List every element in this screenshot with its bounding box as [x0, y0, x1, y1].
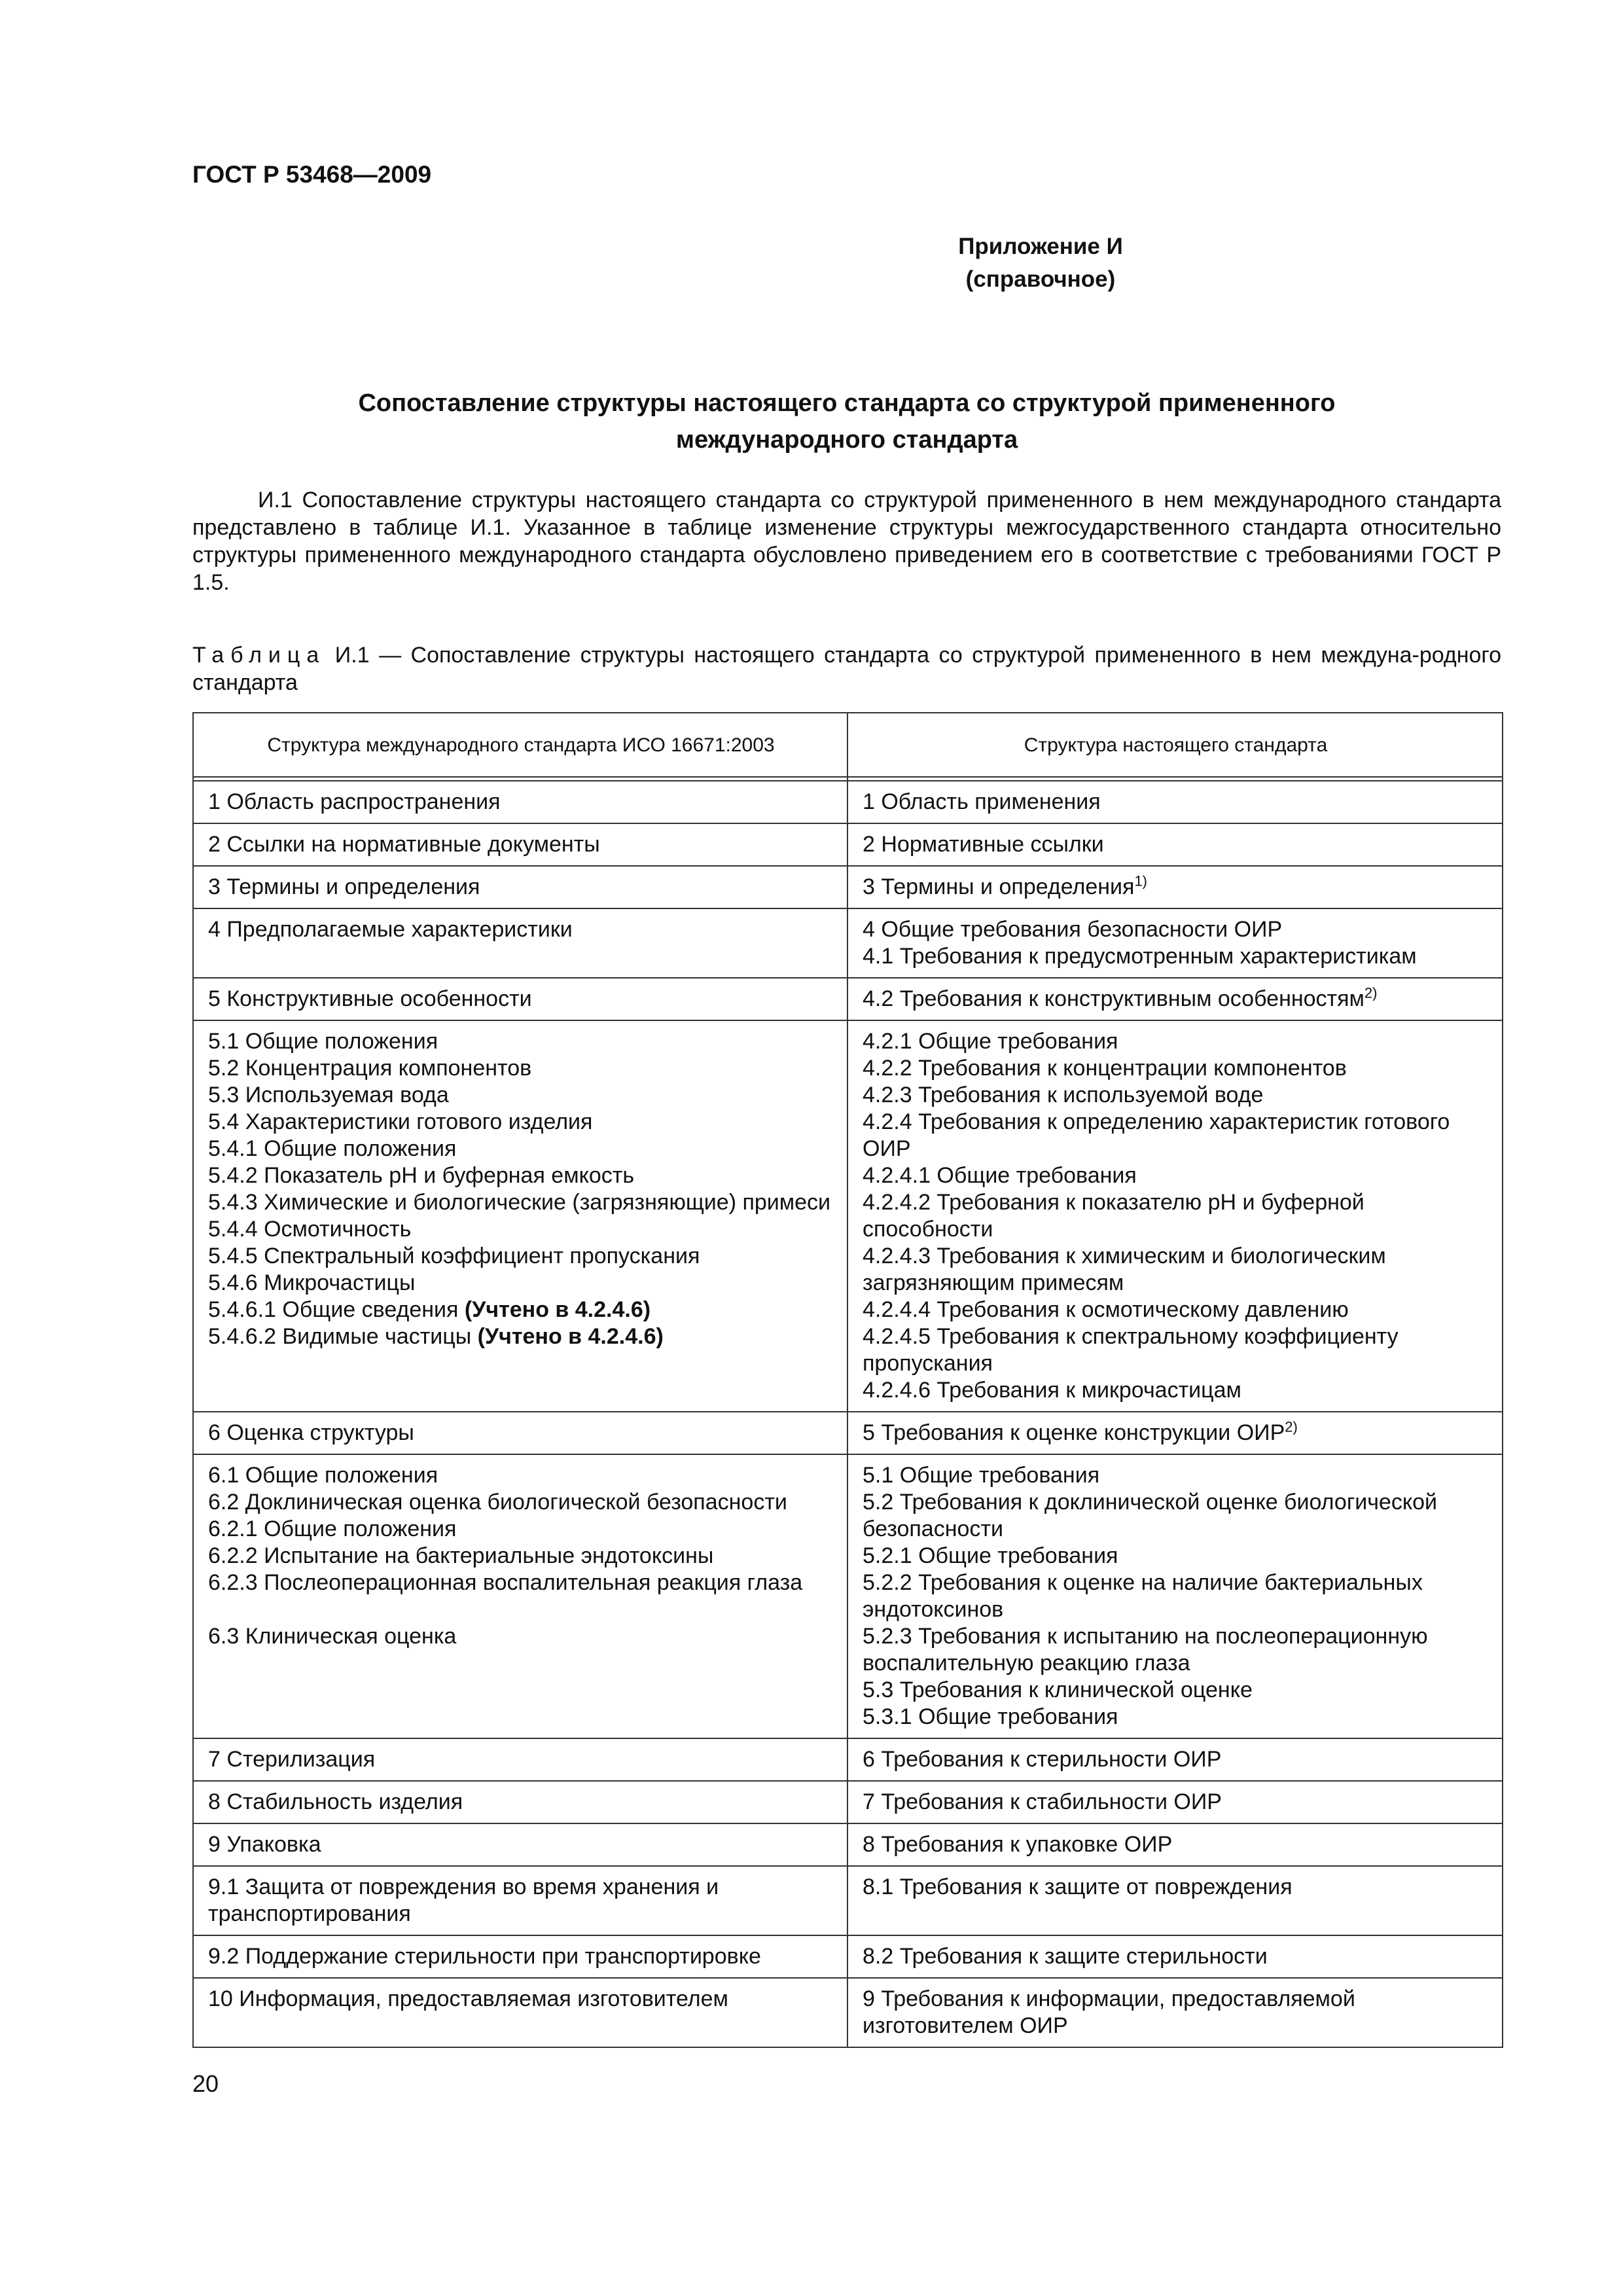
table-row [193, 1781, 1503, 1823]
footnote-marker: 2) [1364, 984, 1378, 1001]
footnote-marker: 1) [1134, 872, 1147, 889]
cell-international [193, 1866, 847, 1935]
comparison-table [192, 712, 1503, 2048]
cell-line [208, 1746, 834, 1773]
table-row [193, 1978, 1503, 2047]
cell-line [863, 943, 1489, 970]
cell-text: 2 Нормативные ссылки [863, 832, 1104, 857]
table-body [193, 781, 1503, 2047]
cell-text: 5.3 Требования к клинической оценке [863, 1677, 1253, 1702]
cell-text: 9.2 Поддержание стерильности при транспортировке [208, 1944, 761, 1969]
table-row [193, 908, 1503, 978]
cell-line [863, 1109, 1489, 1162]
cell-text: 6.2.3 Послеоперационная воспалительная реакция глаза [208, 1570, 803, 1595]
cell-line [863, 1462, 1489, 1489]
cell-text: 5.4.6.2 Видимые частицы [208, 1324, 478, 1349]
cell-text: 4.2.4 Требования к определению характеристик готового ОИР [863, 1109, 1450, 1161]
table-row [193, 1823, 1503, 1866]
cell-line [208, 1489, 834, 1516]
cell-text: 4.2.4.1 Общие требования [863, 1163, 1137, 1188]
cell-line [208, 1028, 834, 1055]
cell-international [193, 781, 847, 823]
cell-line [208, 1789, 834, 1816]
cell-text: 6.1 Общие положения [208, 1463, 438, 1488]
cell-national [847, 781, 1503, 823]
cell-text: 8.2 Требования к защите стерильности [863, 1944, 1268, 1969]
cell-national [847, 978, 1503, 1020]
cell-text: 8.1 Требования к защите от повреждения [863, 1874, 1293, 1899]
page-title-line-2: международного стандарта [675, 426, 1018, 454]
cell-text: 10 Информация, предоставляемая изготовителем [208, 1986, 728, 2011]
page-title-line-1: Сопоставление структуры настоящего стандарта со структурой примененного [358, 389, 1336, 417]
cell-line [863, 1162, 1489, 1189]
cell-line [208, 1874, 834, 1928]
header-national-structure: Структура настоящего стандарта [847, 713, 1503, 777]
cell-line [208, 1543, 834, 1570]
cell-line [863, 916, 1489, 943]
cell-text: 5.3.1 Общие требования [863, 1704, 1118, 1729]
cell-line [208, 1189, 834, 1216]
table-caption-text: И.1 — Сопоставление структуры настоящего стандарта со структурой примененного в нем междуна-родного стандарта [192, 643, 1501, 695]
page-number: 20 [192, 2070, 219, 2097]
cell-international [193, 1781, 847, 1823]
intro-paragraph: И.1 Сопоставление структуры настоящего стандарта со структурой примененного в нем международного стандарта представлено в таблице И.1. Указанное в таблице изменение структуры межгосударственного стандарта относительно структуры примененного международного стандарта обусловлено приведением его в соответствие с требованиями ГОСТ Р 1.5. [192, 488, 1501, 595]
cell-line [863, 1704, 1489, 1731]
cell-line [208, 1986, 834, 2013]
cell-text: 3 Термины и определения [208, 874, 480, 899]
appendix-kind: (справочное) [965, 266, 1116, 292]
cell-line [863, 1420, 1489, 1446]
cell-text: 5 Требования к оценке конструкции ОИР [863, 1420, 1285, 1445]
cell-line [863, 1489, 1489, 1543]
bold-note: (Учтено в 4.2.4.6) [477, 1324, 664, 1349]
table-row [193, 1866, 1503, 1935]
cell-international [193, 1935, 847, 1978]
page-title [192, 385, 1501, 458]
cell-line [863, 831, 1489, 858]
table-row [193, 866, 1503, 908]
cell-line [863, 1623, 1489, 1677]
cell-line [863, 1986, 1489, 2039]
bold-note: (Учтено в 4.2.4.6) [464, 1297, 651, 1322]
cell-line [863, 1055, 1489, 1082]
cell-international [193, 1738, 847, 1781]
cell-text: 5.2.3 Требования к испытанию на послеоперационную воспалительную реакцию глаза [863, 1624, 1428, 1676]
cell-international [193, 1823, 847, 1866]
cell-text: 4.1 Требования к предусмотренным характеристикам [863, 944, 1417, 969]
cell-text: 5.4 Характеристики готового изделия [208, 1109, 593, 1134]
cell-line [863, 1323, 1489, 1377]
cell-line [208, 789, 834, 816]
cell-line [863, 1028, 1489, 1055]
cell-text: 5.1 Общие требования [863, 1463, 1100, 1488]
cell-line [863, 1874, 1489, 1901]
cell-text: 5.4.4 Осмотичность [208, 1217, 412, 1242]
cell-line [863, 1746, 1489, 1773]
table-row [193, 1020, 1503, 1412]
cell-national [847, 1823, 1503, 1866]
cell-text: 5.2.1 Общие требования [863, 1543, 1118, 1568]
cell-text: 4 Общие требования безопасности ОИР [863, 917, 1283, 942]
cell-line [208, 1136, 834, 1162]
cell-text: 5.1 Общие положения [208, 1029, 438, 1054]
cell-line [863, 1831, 1489, 1858]
cell-text: 5.4.2 Показатель pH и буферная емкость [208, 1163, 635, 1188]
cell-line [208, 1082, 834, 1109]
cell-text: 5.2.2 Требования к оценке на наличие бактериальных эндотоксинов [863, 1570, 1423, 1622]
cell-international [193, 823, 847, 866]
cell-line [208, 1162, 834, 1189]
cell-text: 6.3 Клиническая оценка [208, 1624, 457, 1649]
cell-text: 4.2.4.3 Требования к химическим и биологическим загрязняющим примесям [863, 1244, 1386, 1295]
cell-national [847, 1738, 1503, 1781]
cell-line [863, 874, 1489, 901]
cell-text: 4.2 Требования к конструктивным особенностям [863, 986, 1364, 1011]
cell-text: 9.1 Защита от повреждения во время хранения и транспортирования [208, 1874, 719, 1926]
cell-text: 5 Конструктивные особенности [208, 986, 532, 1011]
cell-international [193, 908, 847, 978]
table-row [193, 1454, 1503, 1738]
cell-text: 5.4.5 Спектральный коэффициент пропускания [208, 1244, 700, 1268]
cell-text: 8 Требования к упаковке ОИР [863, 1832, 1173, 1857]
cell-text: 4.2.4.5 Требования к спектральному коэффициенту пропускания [863, 1324, 1399, 1376]
cell-text: 3 Термины и определения [863, 874, 1135, 899]
cell-line [208, 1323, 834, 1350]
table-row [193, 1412, 1503, 1454]
cell-line [208, 1420, 834, 1446]
cell-line [863, 1943, 1489, 1970]
cell-line [863, 1677, 1489, 1704]
cell-text: 6.2 Доклиническая оценка биологической безопасности [208, 1490, 787, 1515]
cell-text: 4 Предполагаемые характеристики [208, 917, 573, 942]
table-row [193, 781, 1503, 823]
cell-line [208, 1831, 834, 1858]
cell-text: 5.2 Концентрация компонентов [208, 1056, 532, 1081]
table-row [193, 823, 1503, 866]
cell-line [863, 1082, 1489, 1109]
cell-line [208, 1516, 834, 1543]
cell-text: 8 Стабильность изделия [208, 1789, 463, 1814]
cell-line [208, 1270, 834, 1297]
cell-line [863, 1297, 1489, 1323]
cell-text: 1 Область применения [863, 789, 1101, 814]
cell-international [193, 1978, 847, 2047]
header-international-structure: Структура международного стандарта ИСО 16671:2003 [193, 713, 847, 777]
cell-text: 2 Ссылки на нормативные документы [208, 832, 600, 857]
cell-text: 6.2.2 Испытание на бактериальные эндотоксины [208, 1543, 714, 1568]
table-caption-label: Таблица [192, 643, 326, 668]
cell-line [208, 916, 834, 943]
cell-text: 7 Стерилизация [208, 1747, 376, 1772]
cell-line [863, 1570, 1489, 1623]
cell-text: 5.4.3 Химические и биологические (загрязняющие) примеси [208, 1190, 831, 1215]
table-row [193, 978, 1503, 1020]
cell-text: 4.2.4.6 Требования к микрочастицам [863, 1378, 1241, 1403]
cell-line [208, 1596, 834, 1623]
cell-text: 4.2.1 Общие требования [863, 1029, 1118, 1054]
cell-text: 1 Область распространения [208, 789, 501, 814]
cell-line [208, 1055, 834, 1082]
cell-international [193, 978, 847, 1020]
cell-text: 5.2 Требования к доклинической оценке биологической безопасности [863, 1490, 1437, 1541]
cell-text: 6 Оценка структуры [208, 1420, 414, 1445]
cell-national [847, 1454, 1503, 1738]
cell-international [193, 1412, 847, 1454]
cell-text: 4.2.4.2 Требования к показателю pH и буферной способности [863, 1190, 1364, 1242]
cell-national [847, 908, 1503, 978]
cell-text: 5.4.6 Микрочастицы [208, 1270, 416, 1295]
cell-text: 7 Требования к стабильности ОИР [863, 1789, 1222, 1814]
cell-text: 6 Требования к стерильности ОИР [863, 1747, 1222, 1772]
cell-line [208, 1623, 834, 1650]
appendix-heading [0, 230, 1623, 296]
cell-line [863, 1789, 1489, 1816]
table-header-row [193, 713, 1503, 777]
cell-line [208, 1462, 834, 1489]
cell-line [208, 1943, 834, 1970]
cell-line [208, 1297, 834, 1323]
cell-text: 4.2.4.4 Требования к осмотическому давлению [863, 1297, 1349, 1322]
cell-international [193, 1454, 847, 1738]
cell-line [208, 1216, 834, 1243]
cell-text: 5.3 Используемая вода [208, 1083, 449, 1107]
cell-international [193, 1020, 847, 1412]
table-row [193, 1935, 1503, 1978]
appendix-title: Приложение И [958, 234, 1123, 259]
cell-national [847, 1935, 1503, 1978]
cell-text: 5.4.6.1 Общие сведения [208, 1297, 465, 1322]
cell-line [208, 986, 834, 1013]
cell-text: 9 Требования к информации, предоставляемой изготовителем ОИР [863, 1986, 1355, 2038]
cell-text: 5.4.1 Общие положения [208, 1136, 457, 1161]
table-caption [192, 641, 1501, 696]
cell-line [208, 831, 834, 858]
cell-line [208, 874, 834, 901]
cell-national [847, 866, 1503, 908]
cell-line [863, 986, 1489, 1013]
cell-line [863, 1543, 1489, 1570]
cell-line [208, 1570, 834, 1596]
table-row [193, 1738, 1503, 1781]
cell-line [863, 789, 1489, 816]
cell-national [847, 1866, 1503, 1935]
footnote-marker: 2) [1285, 1418, 1298, 1435]
cell-national [847, 1020, 1503, 1412]
cell-line [208, 1109, 834, 1136]
cell-international [193, 866, 847, 908]
document-number: ГОСТ Р 53468—2009 [192, 161, 432, 188]
cell-national [847, 823, 1503, 866]
cell-national [847, 1781, 1503, 1823]
cell-text: 6.2.1 Общие положения [208, 1516, 457, 1541]
cell-line [863, 1189, 1489, 1243]
cell-text: 9 Упаковка [208, 1832, 321, 1857]
cell-national [847, 1978, 1503, 2047]
cell-text: 4.2.2 Требования к концентрации компонентов [863, 1056, 1347, 1081]
cell-national [847, 1412, 1503, 1454]
cell-line [863, 1377, 1489, 1404]
cell-text: 4.2.3 Требования к используемой воде [863, 1083, 1264, 1107]
cell-line [208, 1243, 834, 1270]
cell-line [863, 1243, 1489, 1297]
